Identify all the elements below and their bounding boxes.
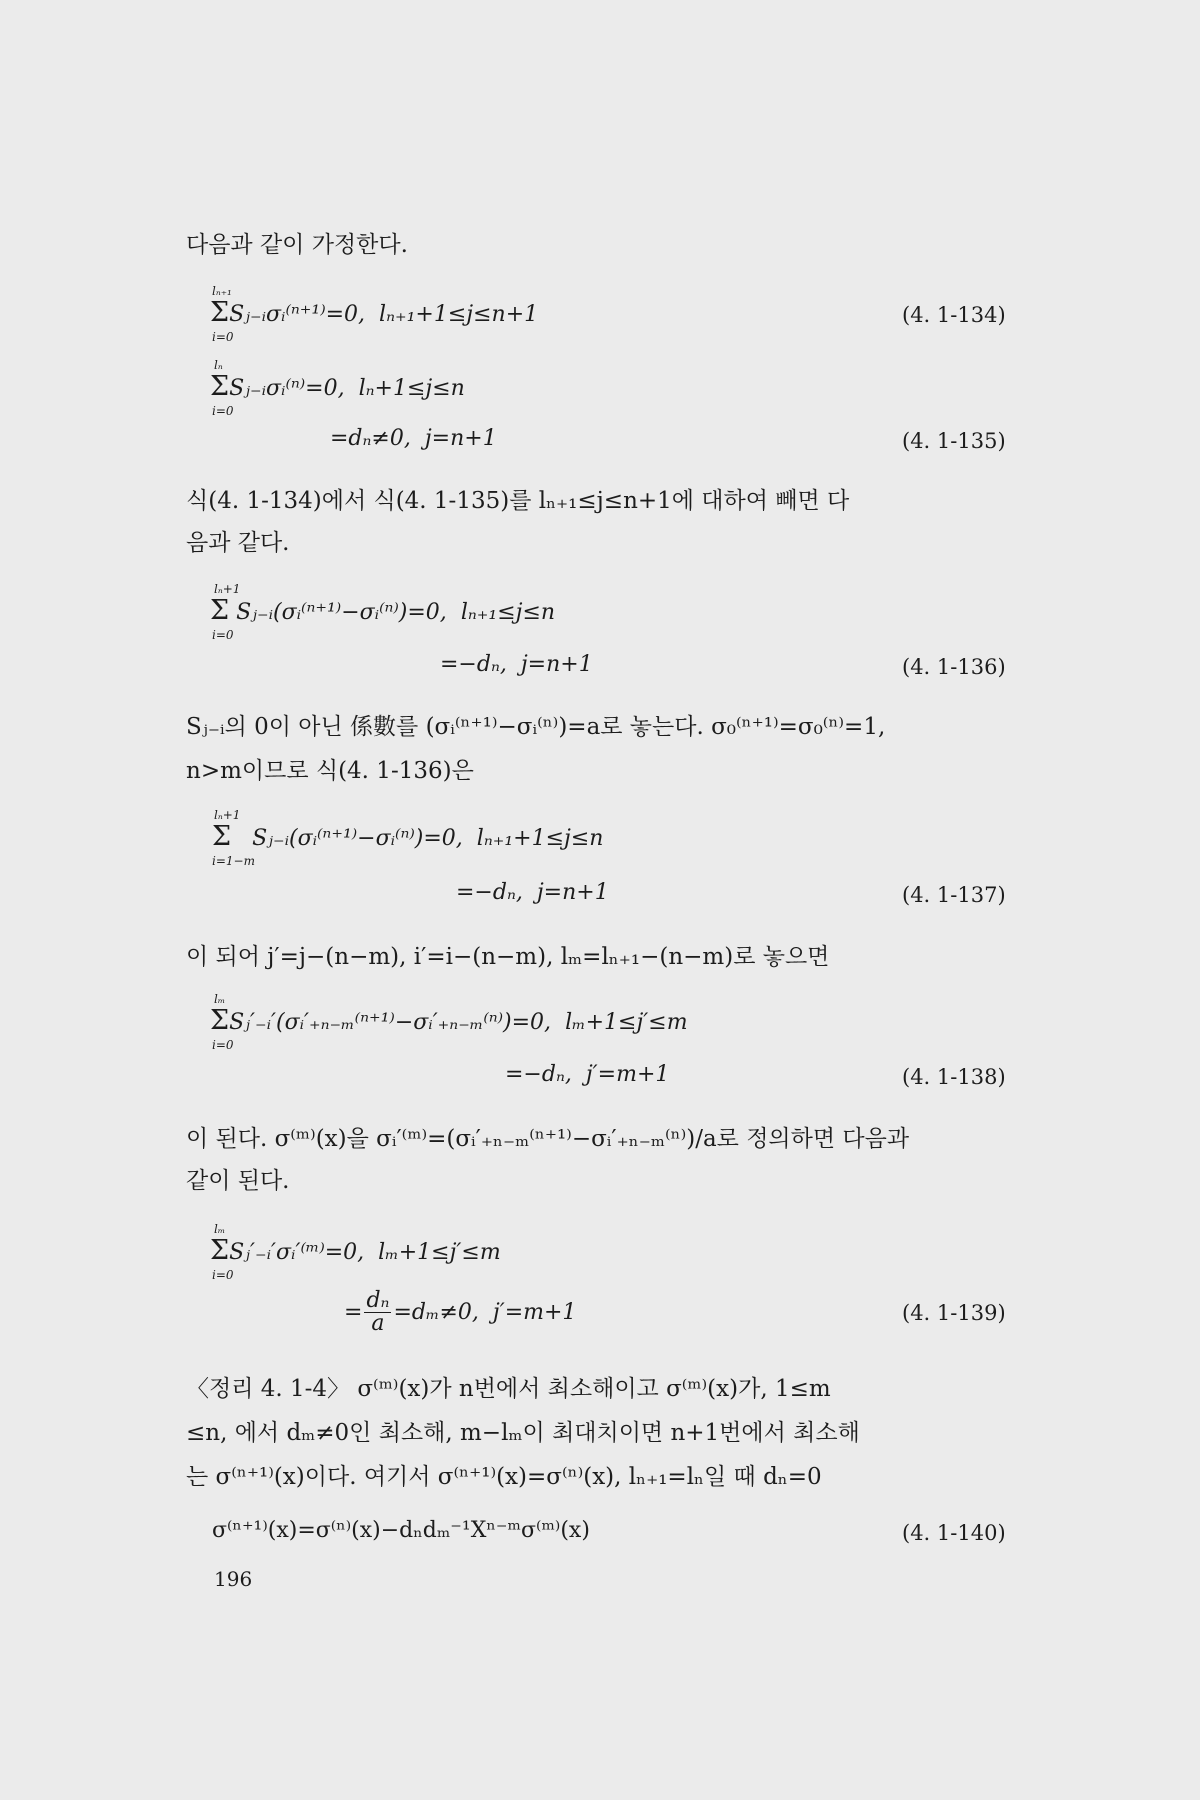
paragraph-1-line-2: 음과 같다. [186,530,290,556]
eq137-lower-limit: i=1−m [212,854,255,868]
eq137-line2: =−dₙ, j=n+1 [456,880,609,905]
eq136-lower-limit: i=0 [212,628,234,642]
eq140-number: (4. 1-140) [902,1521,1006,1545]
eq136-sum: Σ Sⱼ₋ᵢ(σᵢ⁽ⁿ⁺¹⁾−σᵢ⁽ⁿ⁾)=0, lₙ₊₁≤j≤n [210,595,556,626]
eq137-condition: lₙ₊₁+1≤j≤n [476,826,604,851]
intro-text: 다음과 같이 가정한다. [186,232,408,258]
theorem-line-2: ≤n, 에서 dₘ≠0인 최소해, m−lₘ이 최대치이면 n+1번에서 최소해 [186,1420,860,1446]
summation-sign: Σ [210,1235,230,1266]
summation-sign: Σ [210,1005,230,1036]
summation-sign: Σ [210,297,230,328]
page-number: 196 [214,1567,253,1591]
paragraph-4-line-1: 이 된다. σ⁽ᵐ⁾(x)을 σᵢ′⁽ᵐ⁾=(σᵢ′₊ₙ₋ₘ⁽ⁿ⁺¹⁾−σᵢ′₊ₙ₋ₘ⁽ⁿ⁾)/a로 정의하면 다음과 [186,1126,910,1152]
summation-sign: Σ [212,821,232,852]
eq134-condition: lₙ₊₁+1≤j≤n+1 [379,302,539,327]
eq139-fraction: $\frac{\text{dₙ}}{a}$ [366,1288,390,1336]
eq135-condition: lₙ+1≤j≤n [358,376,465,401]
eq139-condition: lₘ+1≤j′≤m [378,1240,501,1265]
eq136-number: (4. 1-136) [902,655,1006,679]
eq139-number: (4. 1-139) [902,1301,1006,1325]
eq138-condition: lₘ+1≤j′≤m [565,1010,688,1035]
eq138-line2: =−dₙ, j′=m+1 [505,1062,670,1087]
paragraph-2-line-2: n>m이므로 식(4. 1-136)은 [186,758,474,784]
paragraph-3: 이 되어 j′=j−(n−m), i′=i−(n−m), lₘ=lₙ₊₁−(n−m)로 놓으면 [186,944,830,970]
eq135-sum: ΣSⱼ₋ᵢσᵢ⁽ⁿ⁾=0, lₙ+1≤j≤n [210,371,465,402]
eq139-lower-limit: i=0 [212,1268,234,1282]
eq134-upper-limit: lₙ₊₁ [212,284,232,298]
eq139-upper-limit: lₘ [214,1222,226,1236]
eq138-number: (4. 1-138) [902,1065,1006,1089]
eq135-lower-limit: i=0 [212,404,234,418]
eq140-expression: σ⁽ⁿ⁺¹⁾(x)=σ⁽ⁿ⁾(x)−dₙdₘ⁻¹Xⁿ⁻ᵐσ⁽ᵐ⁾(x) [212,1518,590,1543]
eq134-number: (4. 1-134) [902,303,1006,327]
eq136-upper-limit: lₙ+1 [214,582,241,596]
eq136-condition: lₙ₊₁≤j≤n [460,600,556,625]
eq138-lower-limit: i=0 [212,1038,234,1052]
paragraph-1-line-1: 식(4. 1-134)에서 식(4. 1-135)를 lₙ₊₁≤j≤n+1에 대하여 빼면 다 [186,488,850,514]
paragraph-2-line-1: Sⱼ₋ᵢ의 0이 아닌 係數를 (σᵢ⁽ⁿ⁺¹⁾−σᵢ⁽ⁿ⁾)=a로 놓는다. σ₀⁽ⁿ⁺¹⁾=σ₀⁽ⁿ⁾=1, [186,714,886,740]
eq134-lower-limit: i=0 [212,330,234,344]
eq134-sum: ΣSⱼ₋ᵢσᵢ⁽ⁿ⁺¹⁾=0, lₙ₊₁+1≤j≤n+1 [210,297,539,328]
summation-sign: Σ [210,371,230,402]
eq138-upper-limit: lₘ [214,992,226,1006]
eq139-sum: ΣSⱼ′₋ᵢ′σᵢ′⁽ᵐ⁾=0, lₘ+1≤j′≤m [210,1235,501,1266]
theorem-line-3: 는 σ⁽ⁿ⁺¹⁾(x)이다. 여기서 σ⁽ⁿ⁺¹⁾(x)=σ⁽ⁿ⁾(x), lₙ₊₁=lₙ일 때 dₙ=0 [186,1464,822,1490]
eq137-upper-limit: lₙ+1 [214,808,241,822]
paragraph-4-line-2: 같이 된다. [186,1168,290,1194]
eq136-line2: =−dₙ, j=n+1 [440,652,593,677]
eq135-line2: =dₙ≠0, j=n+1 [330,426,497,451]
eq135-number: (4. 1-135) [902,429,1006,453]
eq135-upper-limit: lₙ [214,358,223,372]
eq137-sum: Σ Sⱼ₋ᵢ(σᵢ⁽ⁿ⁺¹⁾−σᵢ⁽ⁿ⁾)=0, lₙ₊₁+1≤j≤n [212,821,604,852]
theorem-line-1: 〈정리 4. 1-4〉 σ⁽ᵐ⁾(x)가 n번에서 최소해이고 σ⁽ᵐ⁾(x)가, 1≤m [186,1376,831,1402]
eq139-line2: = $\frac{\text{dₙ}}{a}$ =dₘ≠0, j′=m+1 [344,1288,577,1336]
eq137-number: (4. 1-137) [902,883,1006,907]
eq138-sum: ΣSⱼ′₋ᵢ′(σᵢ′₊ₙ₋ₘ⁽ⁿ⁺¹⁾−σᵢ′₊ₙ₋ₘ⁽ⁿ⁾)=0, lₘ+1≤j′≤m [210,1005,688,1036]
summation-sign: Σ [210,595,230,626]
